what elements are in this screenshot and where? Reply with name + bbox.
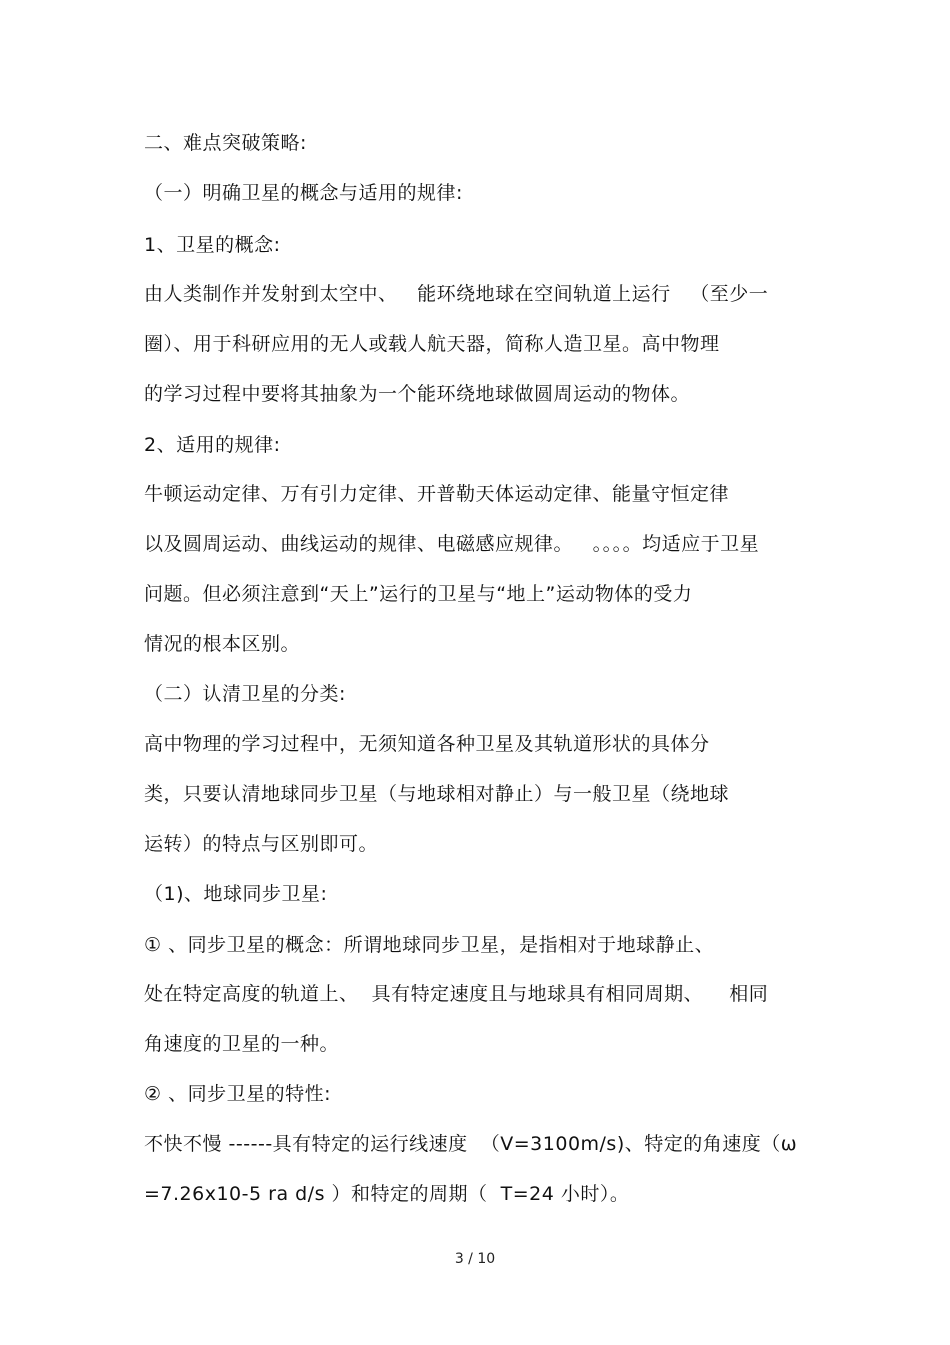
page-number: 3 / 10 [454,1251,496,1267]
paragraph-line: 不快不慢 ------具有特定的运行线速度 （V=3100m/s)、特定的角速度（ω [144,1133,798,1155]
paragraph-line: 角速度的卫星的一种。 [144,1033,340,1055]
paragraph-line: 以及圆周运动、曲线运动的规律、电磁感应规律。 。。。。均适应于卫星 [144,533,760,555]
paragraph-line: 问题。但必须注意到“天上”运行的卫星与“地上”运动物体的受力 [144,583,693,605]
paragraph-line: 由人类制作并发射到太空中、 能环绕地球在空间轨道上运行 （至少一 [144,283,769,305]
heading-section-one: （一）明确卫星的概念与适用的规律: [144,182,463,204]
paragraph-line: 处在特定高度的轨道上、 具有特定速度且与地球具有相同周期、 相同 [144,983,769,1005]
heading-geo-satellite: （1)、地球同步卫星: [144,883,328,905]
paragraph-line: 的学习过程中要将其抽象为一个能环绕地球做圆周运动的物体。 [144,383,691,405]
heading-geo-properties: ② 、同步卫星的特性: [144,1083,331,1105]
heading-section-two: （二）认清卫星的分类: [144,683,346,705]
paragraph-line: 圈）、用于科研应用的无人或载人航天器，简称人造卫星。高中物理 [144,333,720,355]
paragraph-line: =7.26x10-5 ra d/s ）和特定的周期（ T=24 小时）。 [144,1183,630,1205]
paragraph-line: 运转）的特点与区别即可。 [144,833,379,855]
heading-satellite-concept: 1、卫星的概念: [144,234,281,256]
paragraph-line: 高中物理的学习过程中，无须知道各种卫星及其轨道形状的具体分 [144,733,710,755]
paragraph-line: 情况的根本区别。 [144,633,301,655]
heading-difficulty-strategy: 二、难点突破策略: [144,132,307,154]
paragraph-line: ① 、同步卫星的概念：所谓地球同步卫星，是指相对于地球静止、 [144,934,715,956]
paragraph-line: 类，只要认清地球同步卫星（与地球相对静止）与一般卫星（绕地球 [144,783,730,805]
heading-applicable-laws: 2、适用的规律: [144,434,281,456]
paragraph-line: 牛顿运动定律、万有引力定律、开普勒天体运动定律、能量守恒定律 [144,483,730,505]
